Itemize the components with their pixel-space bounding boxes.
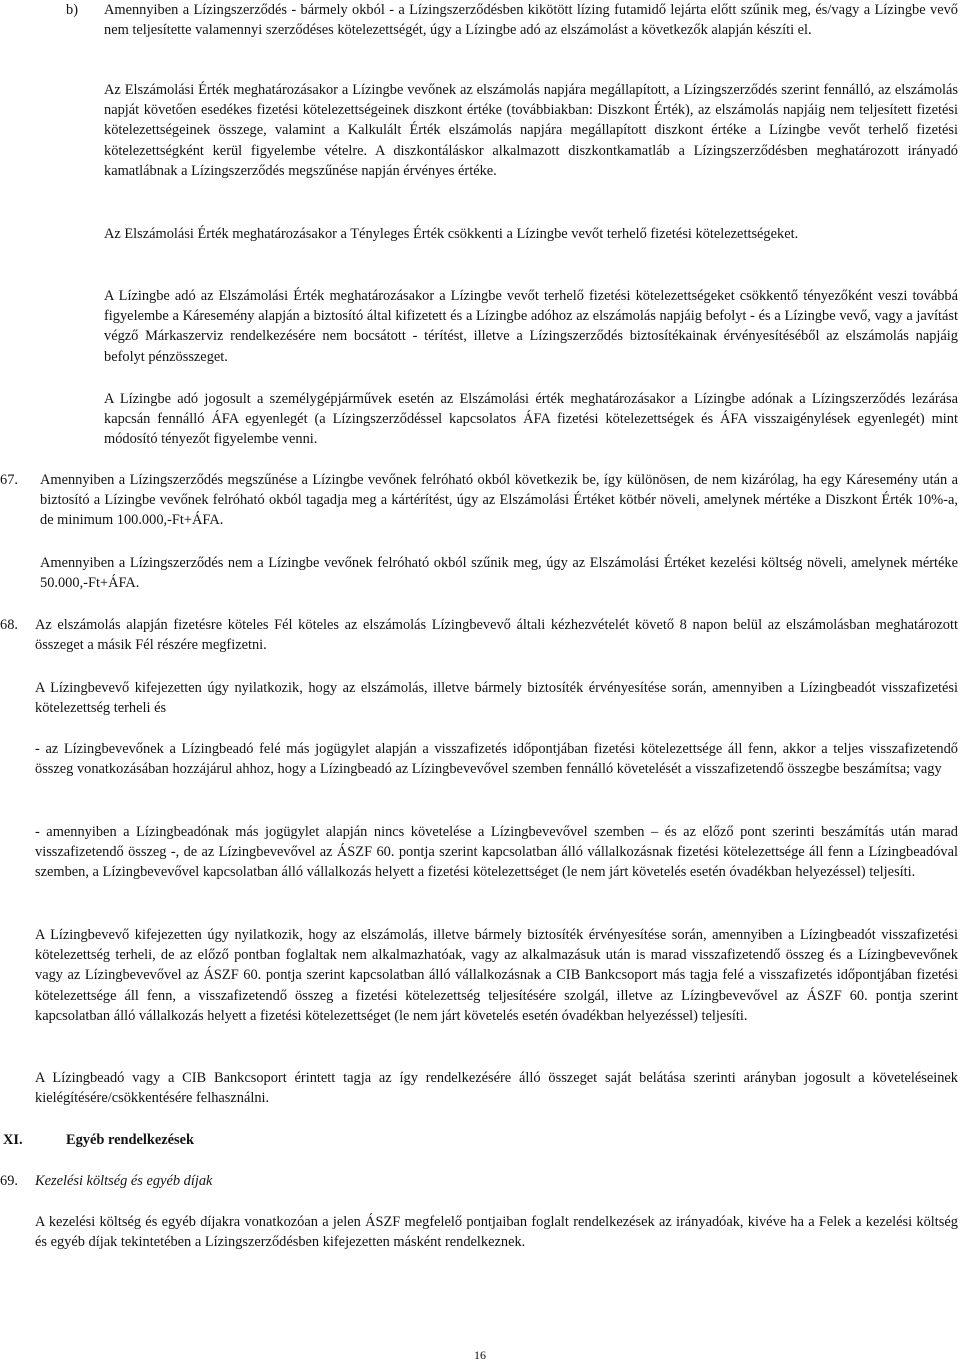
b-paragraph-3: A Lízingbe adó az Elszámolási Érték meghatározásakor a Lízingbe vevőt terhelő fizetési kötelezettségeket csökkentő tényezőként veszi továbbá figyelembe a Káresemény alapján a biztosító által kifizetett és a Lízingbe adóhoz az elszámolás napjáig befolyt - és a Lízingbe vevő, vagy a javítást végző Márkaszerviz rendelkezésére nem bocsátott - térítést, illetve a Lízingszerződés biztosítékainak érvényesítéséből az elszámolás napjáig befolyt pénzösszeget. bbox=[104, 288, 958, 365]
item-67-marker: 67. bbox=[0, 472, 18, 488]
item-68-marker: 68. bbox=[0, 617, 18, 633]
page-number: 16 bbox=[474, 1348, 486, 1362]
item-69-marker: 69. bbox=[0, 1173, 18, 1189]
item-69-text: A kezelési költség és egyéb díjakra vonatkozóan a jelen ÁSZF megfelelő pontjaiban foglalt rendelkezések az irányadóak, kivéve ha a Felek a kezelési költség és egyéb díjak tekintetében a Lízingszerződésben kifejezetten másként rendelkeznek. bbox=[35, 1214, 958, 1251]
b-paragraph-1: Az Elszámolási Érték meghatározásakor a Lízingbe vevőnek az elszámolás napjára megállapított, a Lízingszerződés szerint fennálló, az elszámolás napját követően esedékes fizetési kötelezettségeinek diszkont értéke (továbbiakban: Diszkont Érték), az elszámolás napjáig nem teljesített fizetési kötelezettségeinek összege, valamint a Kalkulált Érték elszámolás napjára megállapított diszkont értéke a Lízingbe vevőt terhelő fizetési kötelezettségként kerül figyelembe vételre. A diszkontáláskor alkalmazott diszkontkamatláb a Lízingszerződésben meghatározott irányadó kamatlábnak a Lízingszerződés megszűnése napján érvényes értéke. bbox=[104, 82, 958, 179]
item-b-marker: b) bbox=[66, 2, 78, 18]
b-paragraph-4: A Lízingbe adó jogosult a személygépjárművek esetén az Elszámolási érték meghatározásakor a Lízingbe adónak a Lízingszerződés lezárása kapcsán fennálló ÁFA egyenlegét (a Lízingszerződéssel kapcsolatos ÁFA fizetési kötelezettségek és ÁFA visszaigénylések egyenlegét) mint módosító tényezőt figyelembe venni. bbox=[104, 391, 958, 448]
section-xi-title: Egyéb rendelkezések bbox=[66, 1132, 195, 1148]
item-b-text: Amennyiben a Lízingszerződés - bármely okból - a Lízingszerződésben kikötött lízing futamidő lejárta előtt szűnik meg, és/vagy a Lízingbe vevő nem teljesítette valamennyi szerződéses kötelezettségét, úgy a Lízingbe adó az elszámolást a következők alapján készíti el. bbox=[104, 2, 958, 39]
item-67-text: Amennyiben a Lízingszerződés megszűnése a Lízingbe vevőnek felróható okból következik be, így különösen, de nem kizárólag, ha egy Káresemény után a biztosító a Lízingbe vevőnek felróható okból tagadja meg a kártérítést, úgy az Elszámolási Értéket kötbér növeli, amelynek mértéke a Diszkont Érték 10%-a, de minimum 100.000,-Ft+ÁFA. bbox=[40, 472, 958, 529]
item-68-paragraph-6: A Lízingbeadó vagy a CIB Bankcsoport érintett tagja az így rendelkezésére álló összeget saját belátása szerinti arányban jogosult a követeléseinek kielégítésére/csökkentésére felhasználni. bbox=[35, 1070, 958, 1107]
b-paragraph-2: Az Elszámolási Érték meghatározásakor a Tényleges Érték csökkenti a Lízingbe vevőt terhelő fizetési kötelezettségeket. bbox=[104, 226, 799, 242]
item-68-paragraph-3: - az Lízingbevevőnek a Lízingbeadó felé más jogügylet alapján a visszafizetés időpontjában fizetési kötelezettsége áll fenn, akkor a teljes visszafizetendő összeg vonatkozásában hozzájárul ahhoz, hogy a Lízingbeadó az Lízingbevevővel szemben fennálló követelését a visszafizetendő összegbe beszámítsa; vagy bbox=[35, 741, 958, 778]
item-68-paragraph-5: A Lízingbevevő kifejezetten úgy nyilatkozik, hogy az elszámolás, illetve bármely biztosíték érvényesítése során, amennyiben a Lízingbeadót visszafizetési kötelezettség terheli, de az előző pontban foglaltak nem alkalmazhatóak, vagy az alkalmazásuk után is marad visszafizetendő összeg és a Lízingbevevőnek vagy az Lízingbevevővel az ÁSZF 60. pontja szerint kapcsolatban álló vállalkozásnak a CIB Bankcsoport más tagja felé a visszafizetés időpontjában fizetési kötelezettsége áll fenn, a visszafizetendő összeg a fizetési kötelezettség teljesítésére szolgál, illetve az Lízingbevevővel az ÁSZF 60. pontja szerint kapcsolatban álló vállalkozás helyett a fizetési kötelezettséget (le nem járt követelés esetén óvadékban helyezéssel) teljesíti. bbox=[35, 927, 958, 1024]
item-68-paragraph-4: - amennyiben a Lízingbeadónak más jogügylet alapján nincs követelése a Lízingbevevővel szemben – és az előző pont szerinti beszámítás után marad visszafizetendő összeg -, de az Lízingbevevővel az ÁSZF 60. pontja szerint kapcsolatban álló vállalkozásnak fizetési kötelezettsége áll fenn a Lízingbeadóval szemben, a Lízingbevevővel kapcsolatban álló vállalkozás helyett a fizetési kötelezettséget (le nem járt követelés esetén óvadékban helyezéssel) teljesíti. bbox=[35, 824, 958, 881]
item-69-title: Kezelési költség és egyéb díjak bbox=[35, 1173, 213, 1189]
item-68-paragraph-1: Az elszámolás alapján fizetésre köteles Fél köteles az elszámolás Lízingbevevő általi kézhezvételét követő 8 napon belül az elszámolásban meghatározott összeget a másik Fél részére megfizetni. bbox=[35, 617, 958, 654]
item-68-paragraph-2: A Lízingbevevő kifejezetten úgy nyilatkozik, hogy az elszámolás, illetve bármely biztosíték érvényesítése során, amennyiben a Lízingbeadót visszafizetési kötelezettség terheli és bbox=[35, 680, 958, 717]
item-67-text-2: Amennyiben a Lízingszerződés nem a Lízingbe vevőnek felróható okból szűnik meg, úgy az Elszámolási Értéket kezelési költség növeli, amelynek mértéke 50.000,-Ft+ÁFA. bbox=[40, 555, 958, 592]
section-xi-marker: XI. bbox=[3, 1132, 23, 1148]
